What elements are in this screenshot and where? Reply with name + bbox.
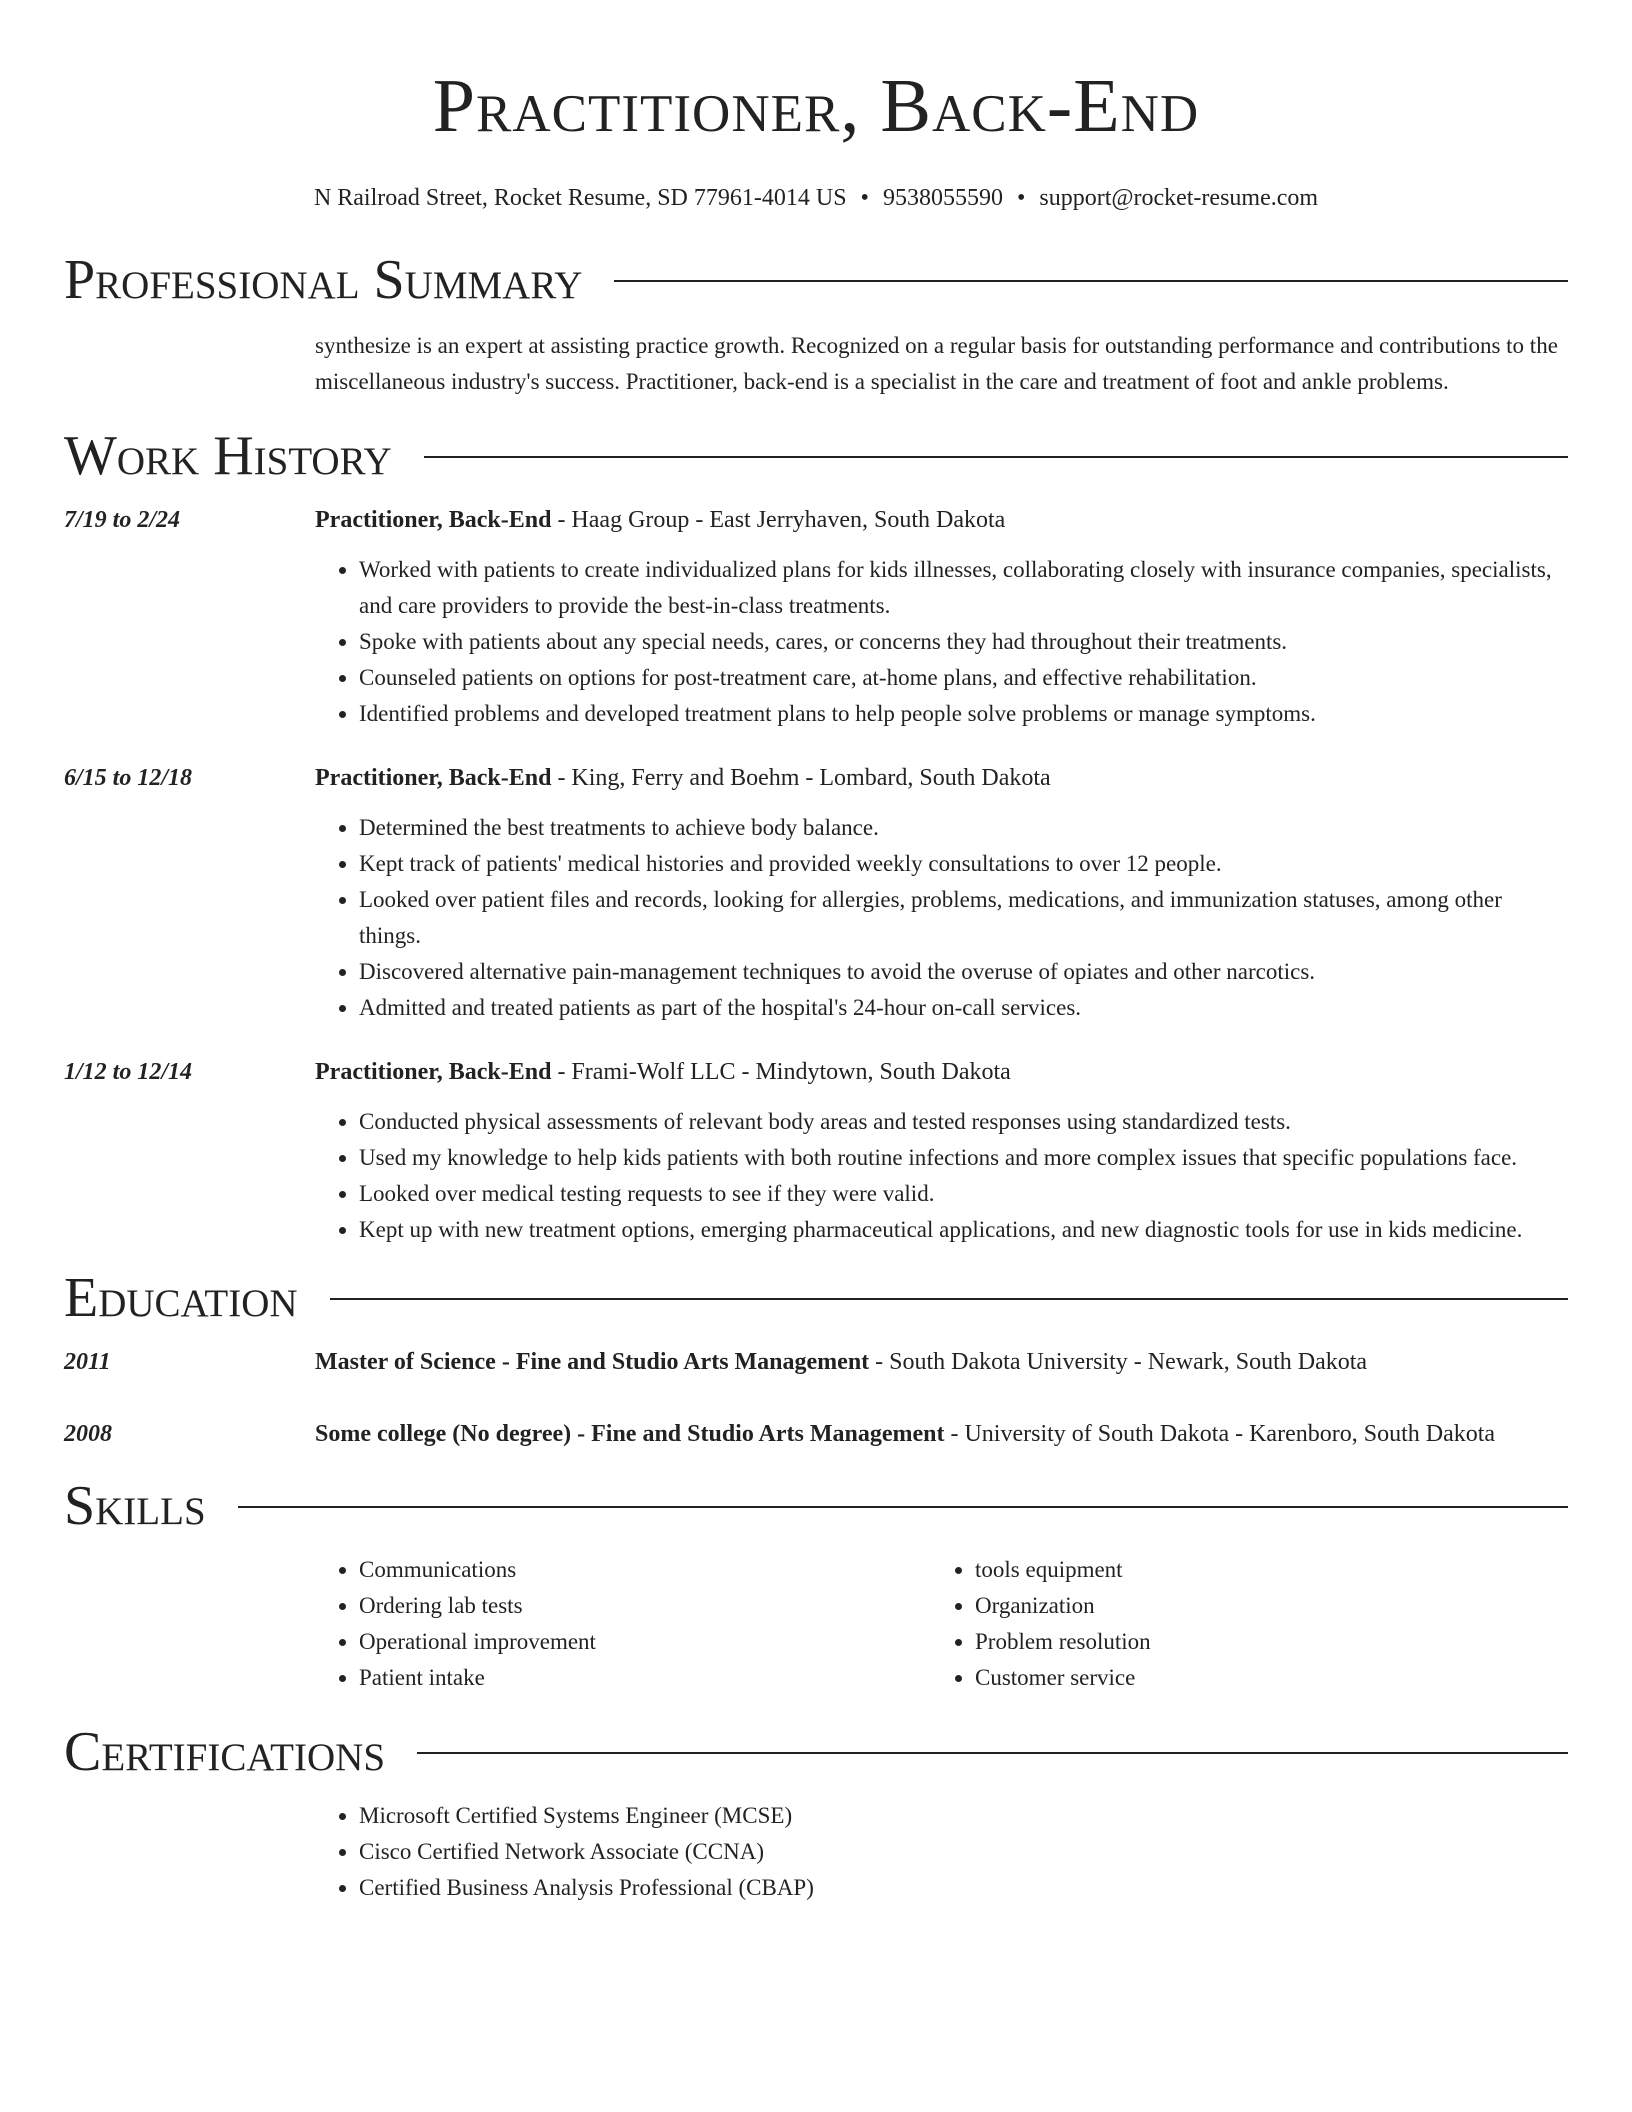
education-details: - South Dakota University - Newark, South Dakota xyxy=(869,1349,1368,1375)
job-bullets xyxy=(315,810,1568,1026)
resume-name: Practitioner, Back-End xyxy=(432,64,1200,148)
resume-page xyxy=(64,0,1568,1906)
certification-item: • Microsoft Certified Systems Engineer (MCSE) xyxy=(359,1798,1568,1834)
job-dates: 6/15 to 12/18 xyxy=(64,765,193,791)
bullet-item: • Kept up with new treatment options, emerging pharmaceutical applications, and new diagnostic tools for use in kids medicine. xyxy=(359,1212,1568,1248)
certification-item: • Certified Business Analysis Professional (CBAP) xyxy=(359,1870,1568,1906)
education-year: 2011 xyxy=(64,1349,111,1375)
summary-section-title: Professional Summary xyxy=(64,249,583,311)
education-body xyxy=(315,1344,1568,1380)
section-divider xyxy=(417,1752,1568,1754)
education-degree: Some college (No degree) - Fine and Studio Arts Management xyxy=(315,1421,945,1447)
bullet-item: • Kept track of patients' medical histories and provided weekly consultations to over 12 people. xyxy=(359,846,1568,882)
certifications-section-header xyxy=(64,1721,1568,1783)
separator-dot: • xyxy=(860,185,869,211)
job-entry xyxy=(64,502,1568,732)
job-title: Practitioner, Back-End xyxy=(315,1059,552,1085)
skills-items-right xyxy=(931,1552,1547,1696)
job-title: Practitioner, Back-End xyxy=(315,507,552,533)
education-section-header xyxy=(64,1267,1568,1329)
job-dates: 7/19 to 2/24 xyxy=(64,507,181,533)
job-dates: 1/12 to 12/14 xyxy=(64,1059,193,1085)
skill-item: • Ordering lab tests xyxy=(359,1588,931,1624)
job-body xyxy=(315,502,1568,732)
section-divider xyxy=(238,1506,1568,1508)
job-entry xyxy=(64,760,1568,1026)
separator-dot: • xyxy=(1016,185,1026,211)
job-entry xyxy=(64,1054,1568,1248)
education-entry xyxy=(64,1344,1568,1380)
education-degree: Master of Science - Fine and Studio Arts Management xyxy=(315,1349,870,1375)
certification-items xyxy=(315,1798,1568,1906)
section-divider xyxy=(614,280,1568,282)
work-section-header xyxy=(64,425,1568,487)
summary-section-header xyxy=(64,249,1568,311)
email: support@rocket-resume.com xyxy=(1039,185,1319,211)
job-details: - Frami-Wolf LLC - Mindytown, South Dakota xyxy=(551,1059,1011,1085)
education-body xyxy=(315,1416,1568,1452)
section-divider xyxy=(330,1298,1568,1300)
skill-item: • tools equipment xyxy=(975,1552,1547,1588)
job-bullets xyxy=(315,1104,1568,1248)
address: N Railroad Street, Rocket Resume, SD 77961-4014 US xyxy=(313,185,847,211)
bullet-item: • Identified problems and developed treatment plans to help people solve problems or manage symptoms. xyxy=(359,696,1568,732)
job-details: - King, Ferry and Boehm - Lombard, South Dakota xyxy=(551,765,1051,791)
skills-column-left xyxy=(315,1552,931,1696)
bullet-item: • Spoke with patients about any special needs, cares, or concerns they had throughout their treatments. xyxy=(359,624,1568,660)
job-details: - Haag Group - East Jerryhaven, South Dakota xyxy=(551,507,1006,533)
education-details: - University of South Dakota - Karenboro, South Dakota xyxy=(944,1421,1496,1447)
job-body xyxy=(315,1054,1568,1248)
skill-item: • Communications xyxy=(359,1552,931,1588)
section-divider xyxy=(424,456,1568,458)
education-year: 2008 xyxy=(64,1421,112,1447)
education-section-title: Education xyxy=(64,1267,298,1329)
bullet-item: • Conducted physical assessments of relevant body areas and tested responses using standardized tests. xyxy=(359,1104,1568,1140)
job-header xyxy=(315,760,1568,796)
skill-item: • Customer service xyxy=(975,1660,1547,1696)
skill-item: • Operational improvement xyxy=(359,1624,931,1660)
bullet-item: • Counseled patients on options for post-treatment care, at-home plans, and effective rehabilitation. xyxy=(359,660,1568,696)
summary-text: synthesize is an expert at assisting practice growth. Recognized on a regular basis for outstanding performance and contributions to the miscellaneous industry's success. Practitioner, back-end is a specialist in the care and treatment of foot and ankle problems. xyxy=(315,333,1558,394)
skills-items-left xyxy=(315,1552,931,1696)
skill-item: • Organization xyxy=(975,1588,1547,1624)
bullet-item: • Admitted and treated patients as part of the hospital's 24-hour on-call services. xyxy=(359,990,1568,1026)
skill-item: • Problem resolution xyxy=(975,1624,1547,1660)
skills-list xyxy=(315,1552,1568,1696)
bullet-item: • Determined the best treatments to achieve body balance. xyxy=(359,810,1568,846)
certifications-list xyxy=(315,1798,1568,1906)
bullet-item: • Used my knowledge to help kids patients with both routine infections and more complex issues that specific populations face. xyxy=(359,1140,1568,1176)
bullet-item: • Worked with patients to create individualized plans for kids illnesses, collaborating closely with insurance companies, specialists, and care providers to provide the best-in-class treatments. xyxy=(359,552,1568,624)
bullet-item: • Discovered alternative pain-management techniques to avoid the overuse of opiates and other narcotics. xyxy=(359,954,1568,990)
certification-item: • Cisco Certified Network Associate (CCNA) xyxy=(359,1834,1568,1870)
certifications-section-title: Certifications xyxy=(64,1721,386,1783)
job-body xyxy=(315,760,1568,1026)
job-title: Practitioner, Back-End xyxy=(315,765,552,791)
bullet-item: • Looked over patient files and records, looking for allergies, problems, medications, and immunization statuses, among other things. xyxy=(359,882,1568,954)
contact-line xyxy=(64,182,1568,214)
work-section-title: Work History xyxy=(64,425,392,487)
skill-item: • Patient intake xyxy=(359,1660,931,1696)
skills-column-right xyxy=(931,1552,1547,1696)
job-bullets xyxy=(315,552,1568,732)
job-header xyxy=(315,502,1568,538)
job-header xyxy=(315,1054,1568,1090)
phone: 9538055590 xyxy=(882,185,1003,211)
skills-section-title: Skills xyxy=(64,1475,206,1537)
education-entry xyxy=(64,1416,1568,1452)
bullet-item: • Looked over medical testing requests to see if they were valid. xyxy=(359,1176,1568,1212)
skills-section-header xyxy=(64,1475,1568,1537)
